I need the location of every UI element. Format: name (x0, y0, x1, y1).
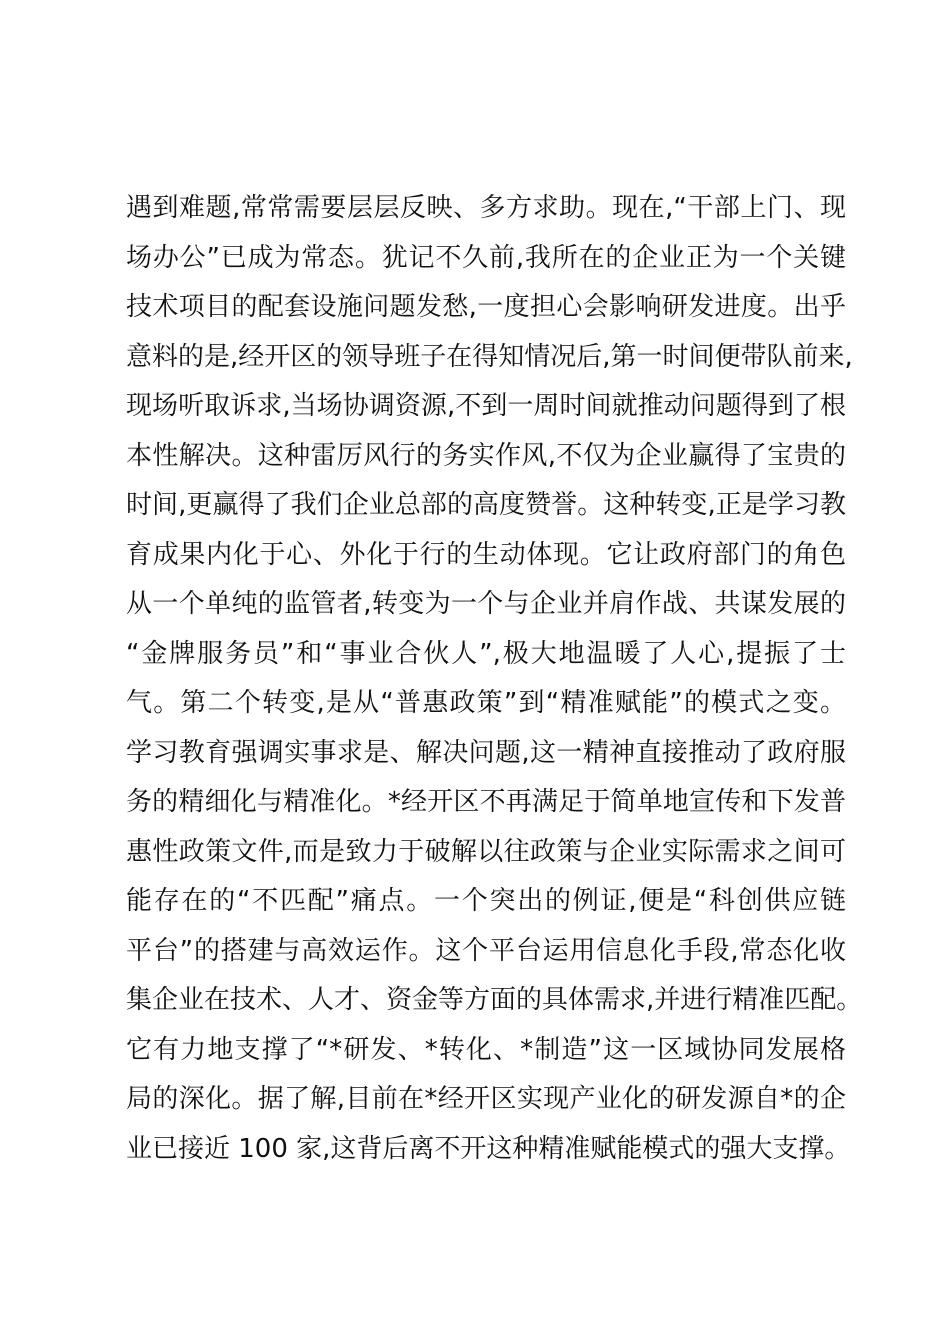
text-line: 时间,更赢得了我们企业总部的高度赞誉。这种转变,正是学习教 (126, 490, 846, 520)
text-line: 育成果内化于心、外化于行的生动体现。它让政府部门的角色 (126, 539, 846, 570)
text-line: “金牌服务员”和“事业合伙人”,极大地温暖了人心,提振了士 (126, 638, 846, 669)
text-line: 它有力地支撑了“*研发、*转化、*制造”这一区域协同发展格 (126, 1034, 846, 1065)
text-line: 平台”的搭建与高效运作。这个平台运用信息化手段,常态化收 (126, 935, 846, 966)
text-line: 场办公”已成为常态。犹记不久前,我所在的企业正为一个关键 (126, 242, 846, 273)
text-line: 从一个单纯的监管者,转变为一个与企业并肩作战、共谋发展的 (126, 589, 846, 619)
text-line: 能存在的“不匹配”痛点。一个突出的例证,便是“科创供应链 (126, 886, 846, 916)
text-line: 业已接近 100 家,这背后离不开这种精准赋能模式的强大支撑。 (126, 1133, 851, 1164)
text-line: 意料的是,经开区的领导班子在得知情况后,第一时间便带队前来, (126, 341, 853, 372)
text-line: 集企业在技术、人才、资金等方面的具体需求,并进行精准匹配。 (126, 985, 863, 1015)
text-line: 局的深化。据了解,目前在*经开区实现产业化的研发源自*的企 (126, 1084, 846, 1114)
text-line: 气。第二个转变,是从“普惠政策”到“精准赋能”的模式之变。 (126, 688, 846, 718)
text-line: 现场听取诉求,当场协调资源,不到一周时间就推动问题得到了根 (126, 391, 846, 421)
text-line: 务的精细化与精准化。*经开区不再满足于简单地宣传和下发普 (126, 787, 846, 817)
text-line: 惠性政策文件,而是致力于破解以往政策与企业实际需求之间可 (126, 836, 846, 867)
text-line: 遇到难题,常常需要层层反映、多方求助。现在,“干部上门、现 (126, 193, 846, 223)
text-line: 技术项目的配套设施问题发愁,一度担心会影响研发进度。出乎 (126, 292, 846, 322)
text-line: 学习教育强调实事求是、解决问题,这一精神直接推动了政府服 (126, 737, 846, 768)
text-line: 本性解决。这种雷厉风行的务实作风,不仅为企业赢得了宝贵的 (126, 440, 846, 471)
body-paragraph (126, 184, 863, 1174)
